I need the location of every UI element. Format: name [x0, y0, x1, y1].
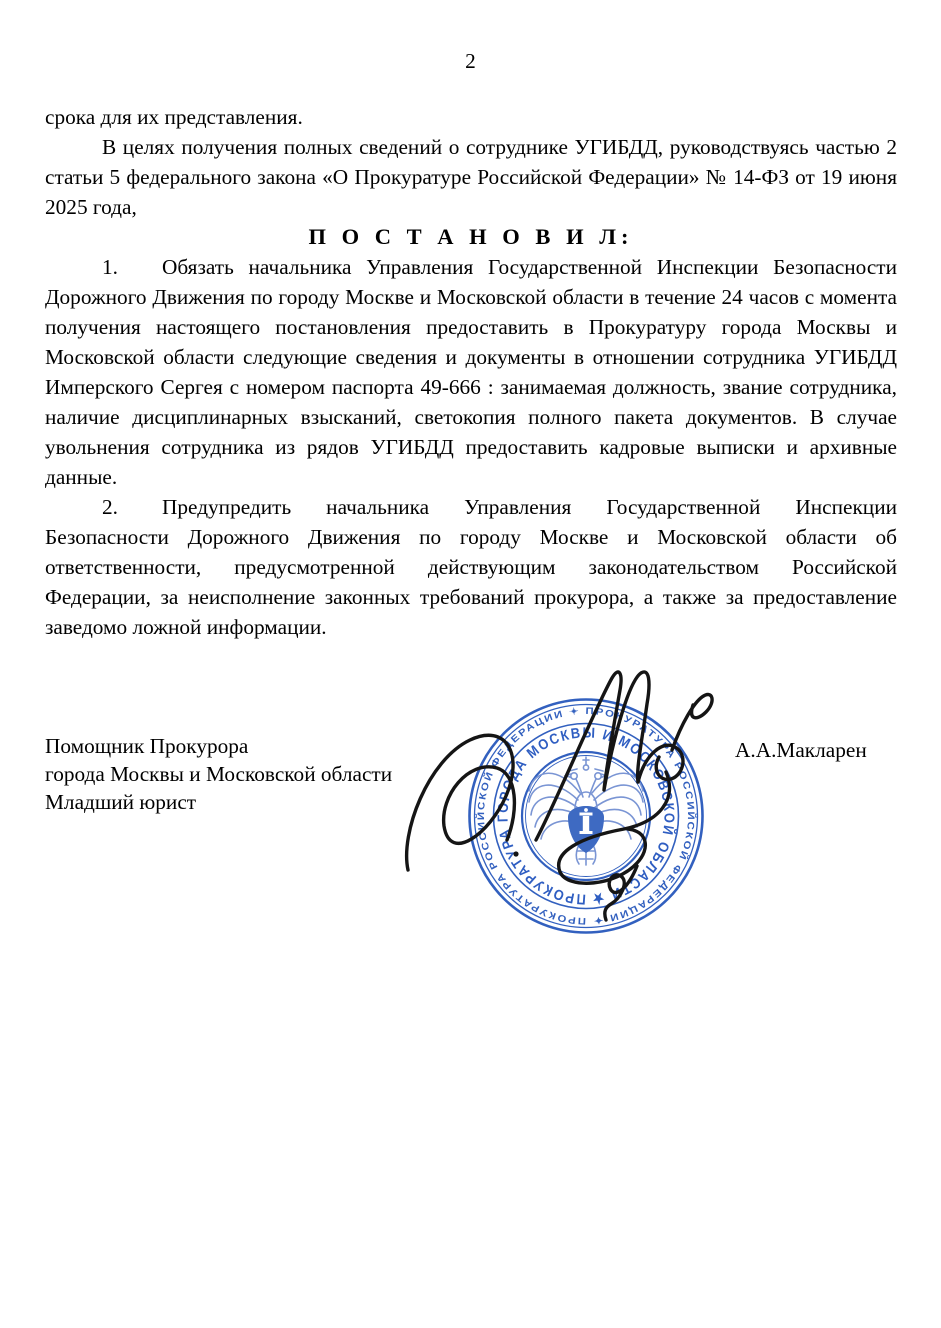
- item-number: 1.: [102, 255, 118, 279]
- signer-position-line-2: города Москвы и Московской области: [45, 762, 393, 786]
- resolution-item-2: [45, 492, 897, 642]
- resolution-heading: П О С Т А Н О В И Л:: [308, 224, 634, 249]
- signer-position-line-3: Младший юрист: [45, 790, 197, 814]
- signer-name: А.А.Макларен: [735, 738, 867, 762]
- signer-position-line-1: Помощник Прокурора: [45, 734, 249, 758]
- item-number: 2.: [102, 495, 118, 519]
- signature-ink: [400, 648, 720, 948]
- page-number: 2: [465, 49, 476, 73]
- paragraph-intro: В целях получения полных сведений о сотруднике УГИБДД, руководствуясь частью 2 статьи 5 федерального закона «О Прокуратуре Российской Федерации» № 14-ФЗ от 19 июня 2025 года,: [45, 135, 897, 219]
- stamp-inner-ring-text: ПРОКУРАТУРА ГОРОДА МОСКВЫ И МОСКОВСКОЙ ОБЛАСТИ ★: [495, 725, 677, 907]
- stamp-outer-ring-text: ПРОКУРАТУРА РОССИЙСКОЙ ФЕДЕРАЦИИ ✦ ПРОКУРАТУРА РОССИЙСКОЙ ФЕДЕРАЦИИ ✦: [475, 705, 697, 927]
- item-text: Предупредить начальника Управления Государственной Инспекции Безопасности Дорожного Движения по городу Москве и Московской области об ответственности, предусмотренной действующим законодательством Российской Федерации, за неисполнение законных требований прокурора, а также за предоставление заведомо ложной информации.: [45, 495, 897, 639]
- signer-position: [45, 732, 392, 816]
- paragraph-continuation: срока для их представления.: [45, 105, 303, 129]
- item-text: Обязать начальника Управления Государственной Инспекции Безопасности Дорожного Движения по городу Москве и Московской области в течение 24 часов с момента получения настоящего постановления предоставить в Прокуратуру города Москвы и Московской области следующие сведения и документы в отношении сотрудника УГИБДД Имперского Сергея с номером паспорта 49-666 : занимаемая должность, звание сотрудника, наличие дисциплинарных взысканий, светокопия полного пакета документов. В случае увольнения сотрудника из рядов УГИБДД предоставить кадровые выписки и архивные данные.: [45, 255, 897, 489]
- resolution-item-1: [45, 252, 897, 492]
- document-body: [45, 102, 897, 642]
